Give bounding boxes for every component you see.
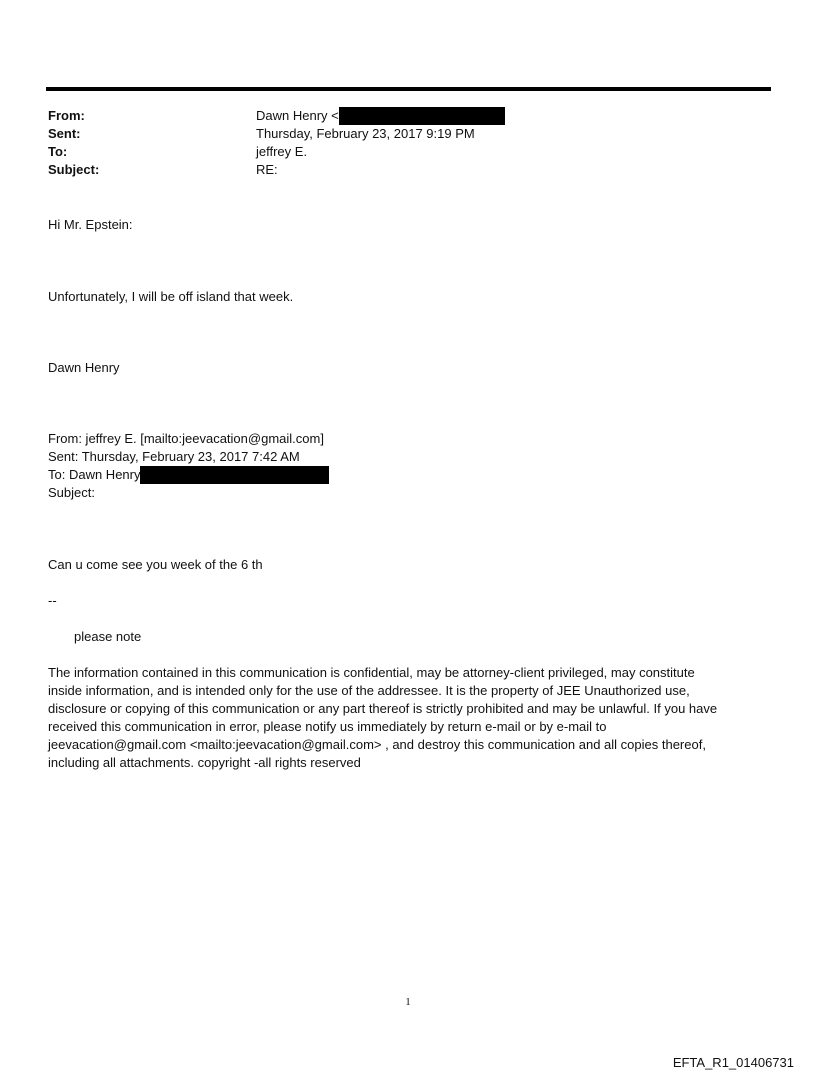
greeting: Hi Mr. Epstein: [48,217,133,232]
signature: Dawn Henry [48,360,120,375]
page-number: 1 [405,996,411,1008]
quoted-to-line [48,466,329,484]
to-label: To: [48,144,68,159]
subject-value: RE: [256,162,278,177]
sent-label: Sent: [48,126,81,141]
message-text: Unfortunately, I will be off island that week. [48,289,294,304]
quoted-message: Can u come see you week of the 6 th [48,557,263,572]
signature-separator: -- [48,593,57,608]
redaction-box [339,107,505,125]
from-label: From: [48,108,85,123]
sent-value: Thursday, February 23, 2017 9:19 PM [256,126,475,141]
from-sender: Dawn Henry < [256,108,339,123]
from-value [256,107,505,125]
quoted-to-text: To: Dawn Henry [48,467,141,482]
note-heading: please note [74,629,142,644]
to-value: jeffrey E. [256,144,308,159]
disclaimer-text: The information contained in this communication is confidential, may be attorney-client privileged, may constitute inside information, and is intended only for the use of the addressee. It is the property of JEE Unauthorized use, disclosure or copying of this communication or any part thereof is strictly prohibited and may be unlawful. If you have received this communication in error, please notify us immediately by return e-mail or by e-mail to jeevacation@gmail.com <mailto:jeevacation@gmail.com> , and destroy this communication and all copies thereof, including all attachments. copyright -all rights reserved [48,665,718,770]
header-rule [46,87,771,91]
subject-label: Subject: [48,162,100,177]
redaction-box [140,466,329,484]
quoted-from-line: From: jeffrey E. [mailto:jeevacation@gmail.com] [48,431,324,446]
quoted-sent-line: Sent: Thursday, February 23, 2017 7:42 AM [48,449,300,464]
document-id: EFTA_R1_01406731 [672,1055,794,1070]
quoted-subject-line: Subject: [48,485,95,500]
